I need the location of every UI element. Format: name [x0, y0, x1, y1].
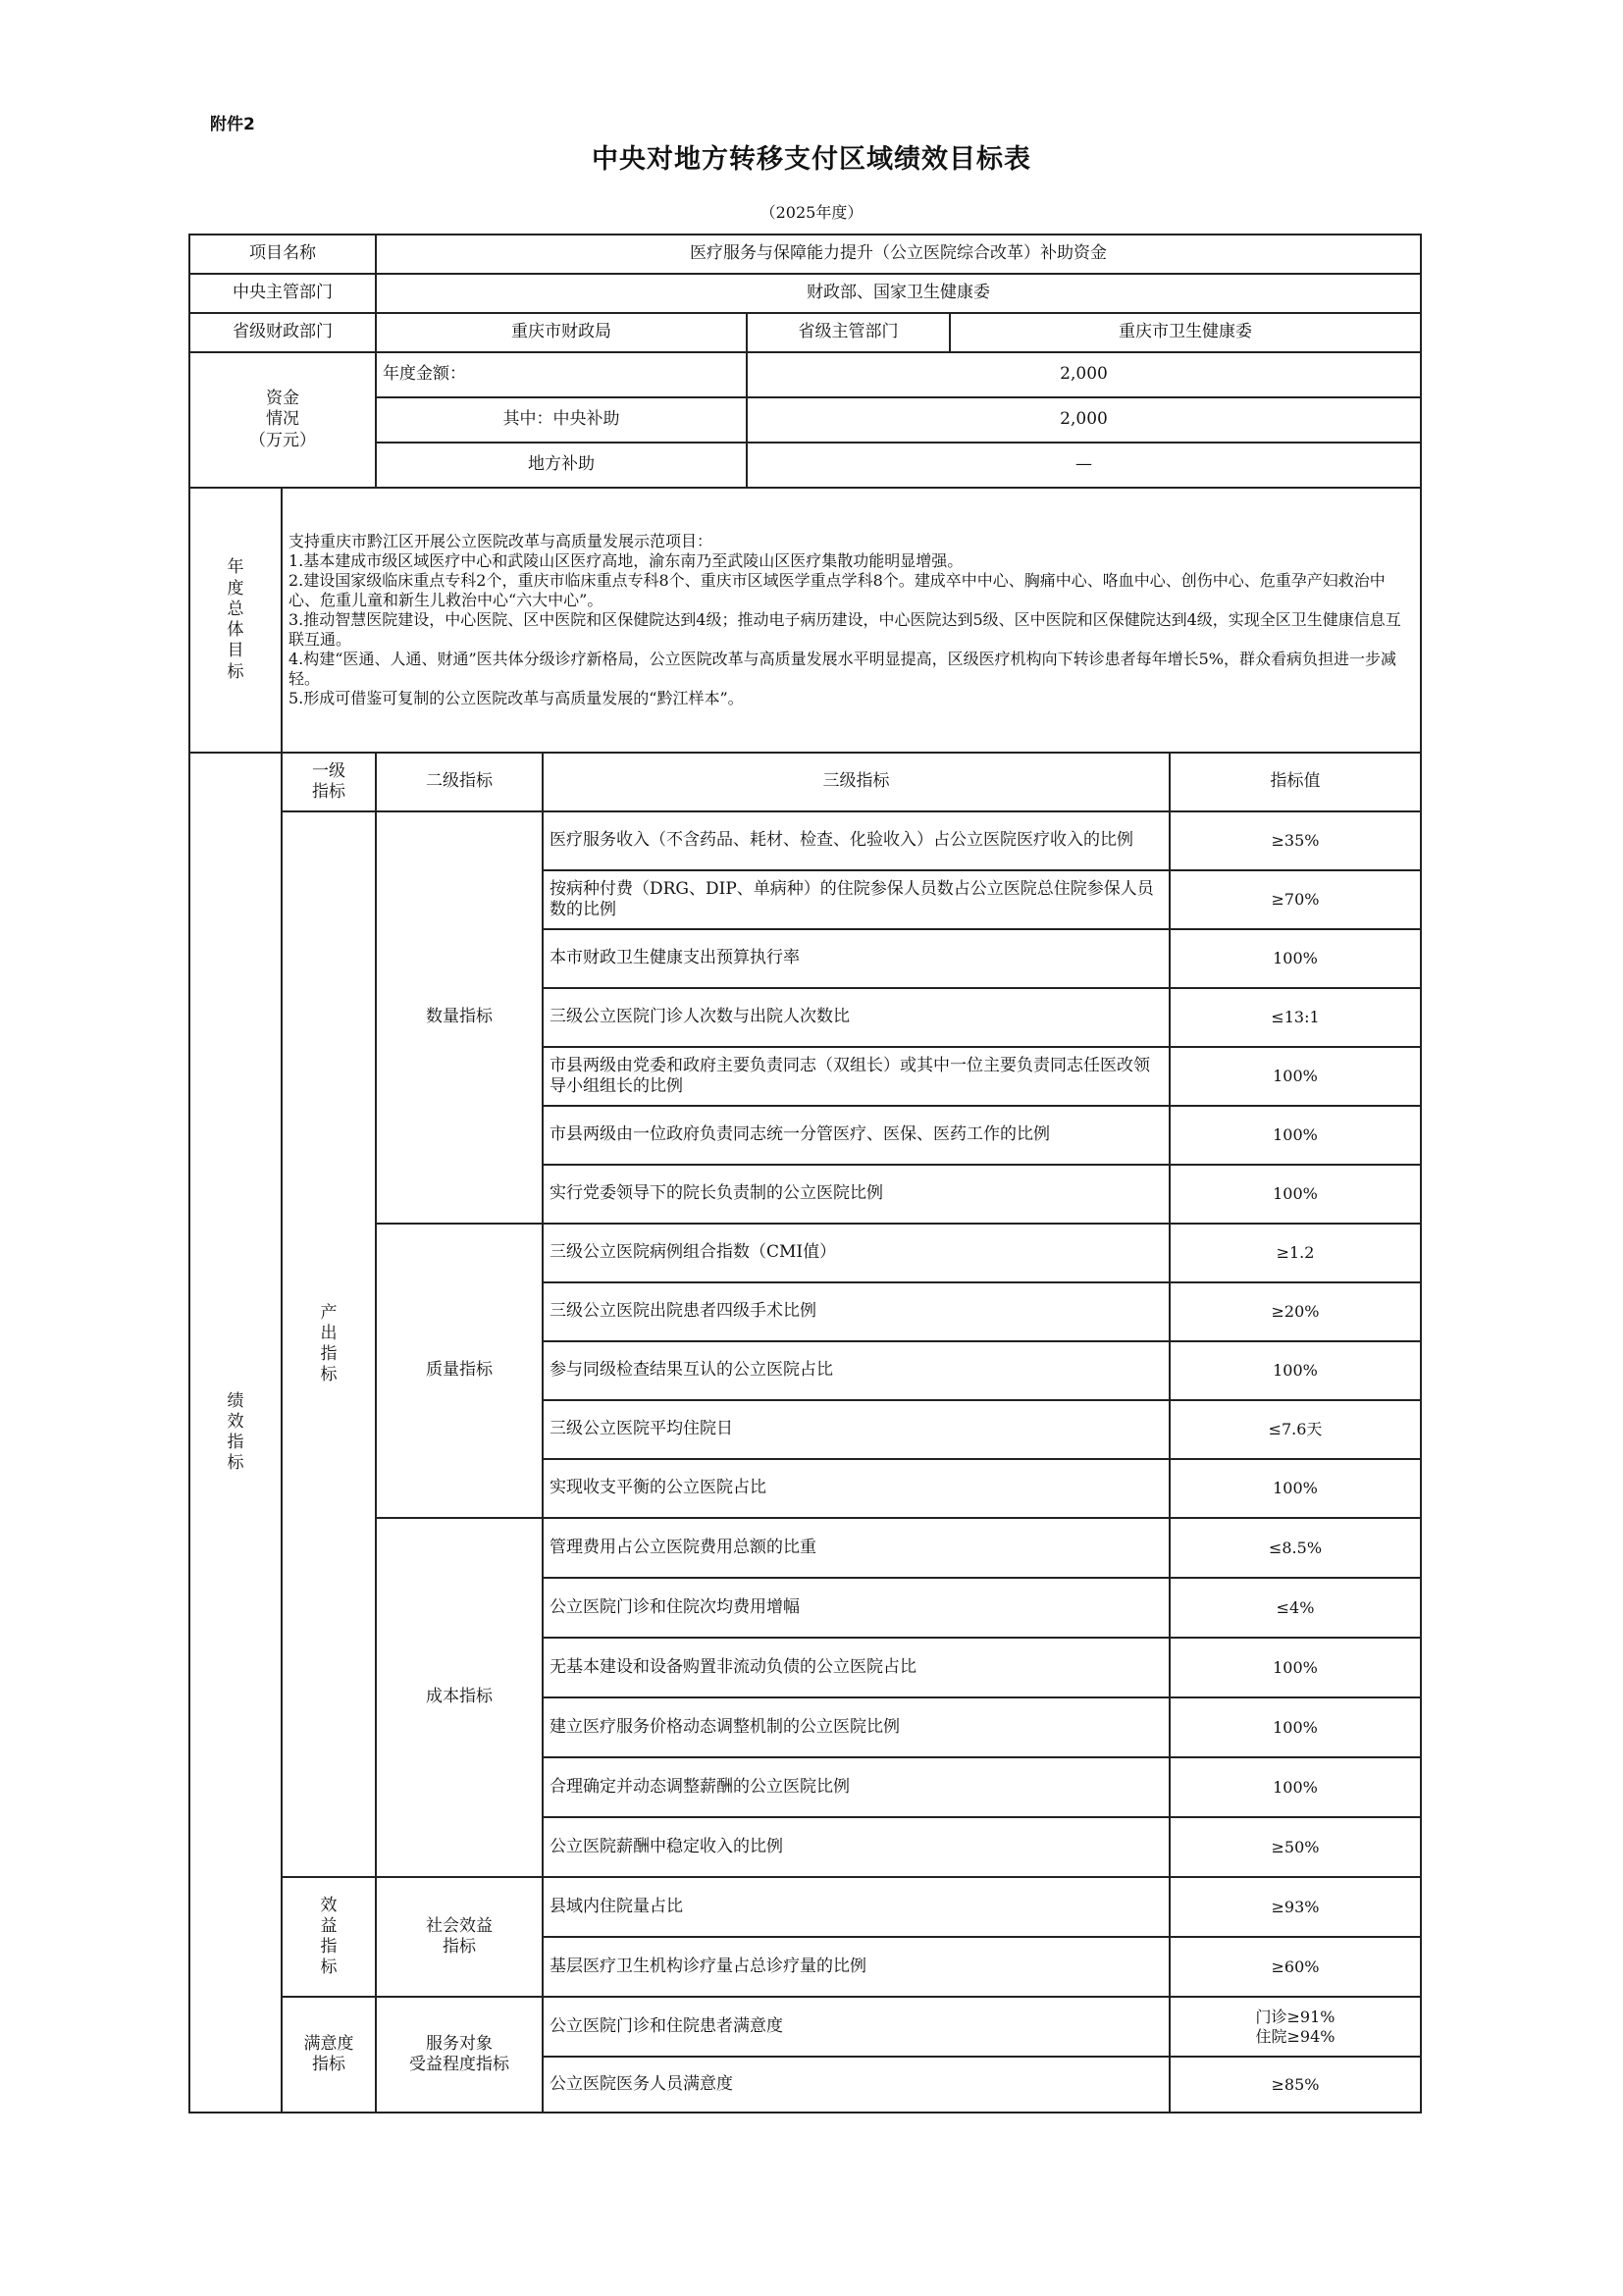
indicator-name: 公立医院医务人员满意度 [543, 2057, 1170, 2113]
indicators-label-char: 标 [227, 1453, 244, 1474]
indicator-value: 100% [1170, 1165, 1421, 1224]
social-benefit-label [376, 1877, 543, 1997]
output-indicators-label [282, 811, 376, 1877]
output-label-char: 出 [320, 1323, 338, 1343]
central-dept-label: 中央主管部门 [189, 274, 376, 313]
satisfaction-indicators-label [282, 1997, 376, 2113]
indicator-name: 三级公立医院平均住院日 [543, 1400, 1170, 1459]
goal-line: 5.形成可借鉴可复制的公立医院改革与高质量发展的“黔江样本”。 [288, 689, 744, 707]
indicator-name: 参与同级检查结果互认的公立医院占比 [543, 1341, 1170, 1400]
annual-goals-text [282, 488, 1421, 753]
output-label-char: 标 [320, 1365, 338, 1385]
benefit-indicators-label [282, 1877, 376, 1997]
header-level1 [282, 753, 376, 811]
indicator-value: ≤8.5% [1170, 1518, 1421, 1578]
service-benefit-label [376, 1997, 543, 2113]
row-central-dept [189, 274, 1421, 313]
cost-indicators-label: 成本指标 [376, 1518, 543, 1877]
header-level1-line: 一级 [312, 760, 345, 781]
satisfaction-label-line: 指标 [312, 2055, 345, 2074]
indicator-name: 建立医疗服务价格动态调整机制的公立医院比例 [543, 1697, 1170, 1757]
annual-goals-label [189, 488, 282, 753]
year-label: （2025年度） [759, 203, 864, 222]
funds-label-line: 情况 [266, 409, 299, 430]
benefit-label-char: 效 [320, 1895, 338, 1915]
indicator-value: ≥70% [1170, 870, 1421, 929]
indicator-name: 市县两级由一位政府负责同志统一分管医疗、医保、医药工作的比例 [543, 1106, 1170, 1165]
social-label-line: 社会效益 [426, 1915, 493, 1936]
prov-finance-label: 省级财政部门 [189, 313, 376, 352]
indicators-label-char: 指 [227, 1433, 244, 1452]
indicator-value: ≥60% [1170, 1937, 1421, 1997]
indicator-value [1170, 1997, 1421, 2057]
goal-line: 3.推动智慧医院建设，中心医院、区中医院和区保健院达到4级；推动电子病历建设，中心医院达到5级、区中医院和区保健院达到4级，实现全区卫生健康信息互联互通。 [288, 610, 1401, 649]
indicator-name: 实现收支平衡的公立医院占比 [543, 1459, 1170, 1518]
table-row [189, 1877, 1421, 1937]
goals-label-char: 年 [227, 557, 244, 578]
indicator-name: 三级公立医院门诊人次数与出院人次数比 [543, 988, 1170, 1047]
indicator-value: 100% [1170, 1697, 1421, 1757]
indicator-value: ≥93% [1170, 1877, 1421, 1937]
row-funds-annual [189, 352, 1421, 397]
service-label-line: 服务对象 [426, 2033, 493, 2054]
indicators-label-char: 绩 [227, 1390, 244, 1411]
goals-label-char: 目 [227, 641, 244, 661]
prov-dept-value: 重庆市卫生健康委 [950, 313, 1421, 352]
annual-amount-label: 年度金额： [376, 352, 747, 397]
indicator-value: 100% [1170, 1638, 1421, 1697]
indicator-value: 100% [1170, 1106, 1421, 1165]
social-label-line: 指标 [443, 1937, 476, 1957]
indicator-name: 合理确定并动态调整薪酬的公立医院比例 [543, 1757, 1170, 1817]
indicator-name: 管理费用占公立医院费用总额的比重 [543, 1518, 1170, 1578]
indicator-value: ≥85% [1170, 2057, 1421, 2113]
annual-amount-value: 2,000 [747, 352, 1421, 397]
output-label-char: 指 [320, 1344, 338, 1364]
service-label-line: 受益程度指标 [409, 2055, 509, 2074]
goals-label-char: 度 [227, 578, 244, 599]
indicator-value: ≥35% [1170, 811, 1421, 870]
indicator-value: ≥1.2 [1170, 1224, 1421, 1282]
project-name-value: 医疗服务与保障能力提升（公立医院综合改革）补助资金 [376, 235, 1421, 274]
header-level3: 三级指标 [543, 753, 1170, 811]
attachment-label: 附件2 [210, 115, 255, 134]
indicator-name: 三级公立医院出院患者四级手术比例 [543, 1282, 1170, 1341]
prov-dept-label: 省级主管部门 [747, 313, 950, 352]
indicator-name: 市县两级由党委和政府主要负责同志（双组长）或其中一位主要负责同志任医改领导小组组长的比例 [543, 1047, 1170, 1106]
goal-line: 支持重庆市黔江区开展公立医院改革与高质量发展示范项目： [288, 532, 713, 550]
indicator-name: 基层医疗卫生机构诊疗量占总诊疗量的比例 [543, 1937, 1170, 1997]
goals-label-char: 体 [227, 620, 244, 640]
indicator-name: 三级公立医院病例组合指数（CMI值） [543, 1224, 1170, 1282]
indicator-header-row [189, 753, 1421, 811]
header-value: 指标值 [1170, 753, 1421, 811]
row-project-name [189, 235, 1421, 274]
indicator-name: 公立医院门诊和住院患者满意度 [543, 1997, 1170, 2057]
prov-finance-value: 重庆市财政局 [376, 313, 747, 352]
indicators-label-char: 效 [227, 1411, 244, 1432]
satisfaction-label-line: 满意度 [303, 2033, 354, 2054]
indicator-value: 100% [1170, 1047, 1421, 1106]
indicator-value: ≤7.6天 [1170, 1400, 1421, 1459]
project-name-label: 项目名称 [189, 235, 376, 274]
benefit-label-char: 标 [320, 1957, 338, 1978]
local-subsidy-label: 地方补助 [376, 443, 747, 488]
indicator-name: 无基本建设和设备购置非流动负债的公立医院占比 [543, 1638, 1170, 1697]
funds-label-line: 资金 [266, 389, 299, 409]
indicator-name: 县域内住院量占比 [543, 1877, 1170, 1937]
quality-indicators-label: 质量指标 [376, 1224, 543, 1518]
table-row [189, 811, 1421, 870]
goals-label-char: 总 [227, 599, 244, 619]
indicator-name: 医疗服务收入（不含药品、耗材、检查、化验收入）占公立医院医疗收入的比例 [543, 811, 1170, 870]
central-dept-value: 财政部、国家卫生健康委 [376, 274, 1421, 313]
indicator-value: ≤4% [1170, 1578, 1421, 1638]
indicator-value: ≤13:1 [1170, 988, 1421, 1047]
indicator-value: ≥50% [1170, 1817, 1421, 1877]
indicator-value-line: 住院≥94% [1255, 2026, 1335, 2046]
local-subsidy-value: — [747, 443, 1421, 488]
indicator-value: 100% [1170, 1459, 1421, 1518]
indicator-value: 100% [1170, 1341, 1421, 1400]
table-row [189, 1997, 1421, 2057]
row-annual-goals [189, 488, 1421, 753]
goal-line: 1.基本建成市级区域医疗中心和武陵山区医疗高地，渝东南乃至武陵山区医疗集散功能明显增强。 [288, 551, 964, 570]
indicator-name: 按病种付费（DRG、DIP、单病种）的住院参保人员数占公立医院总住院参保人员数的比例 [543, 870, 1170, 929]
quantity-indicators-label: 数量指标 [376, 811, 543, 1224]
indicator-value: 100% [1170, 929, 1421, 988]
indicator-name: 本市财政卫生健康支出预算执行率 [543, 929, 1170, 988]
header-level2: 二级指标 [376, 753, 543, 811]
goal-line: 4.构建“医通、人通、财通”医共体分级诊疗新格局，公立医院改革与高质量发展水平明显提高，区级医疗机构向下转诊患者每年增长5%，群众看病负担进一步减轻。 [288, 650, 1397, 688]
indicator-name: 公立医院门诊和住院次均费用增幅 [543, 1578, 1170, 1638]
indicator-name: 公立医院薪酬中稳定收入的比例 [543, 1817, 1170, 1877]
benefit-label-char: 指 [320, 1937, 338, 1957]
indicator-value-line: 门诊≥91% [1255, 2007, 1335, 2026]
indicator-value: ≥20% [1170, 1282, 1421, 1341]
central-subsidy-value: 2,000 [747, 397, 1421, 443]
indicator-name: 实行党委领导下的院长负责制的公立医院比例 [543, 1165, 1170, 1224]
goal-line: 2.建设国家级临床重点专科2个，重庆市临床重点专科8个、重庆市区域医学重点学科8个。建成卒中中心、胸痛中心、咯血中心、创伤中心、危重孕产妇救治中心、危重儿童和新生儿救治中心“六大中心”。 [288, 571, 1386, 609]
performance-indicators-label [189, 753, 282, 2113]
funds-label-line: （万元） [249, 430, 316, 450]
funds-label [189, 352, 376, 488]
benefit-label-char: 益 [320, 1915, 338, 1936]
output-label-char: 产 [320, 1302, 338, 1323]
page-title: 中央对地方转移支付区域绩效目标表 [592, 144, 1031, 175]
central-subsidy-label: 其中：中央补助 [376, 397, 747, 443]
header-level1-line: 指标 [312, 782, 345, 802]
indicator-value: 100% [1170, 1757, 1421, 1817]
row-provincial [189, 313, 1421, 352]
goals-label-char: 标 [227, 661, 244, 682]
performance-table [188, 234, 1422, 2113]
